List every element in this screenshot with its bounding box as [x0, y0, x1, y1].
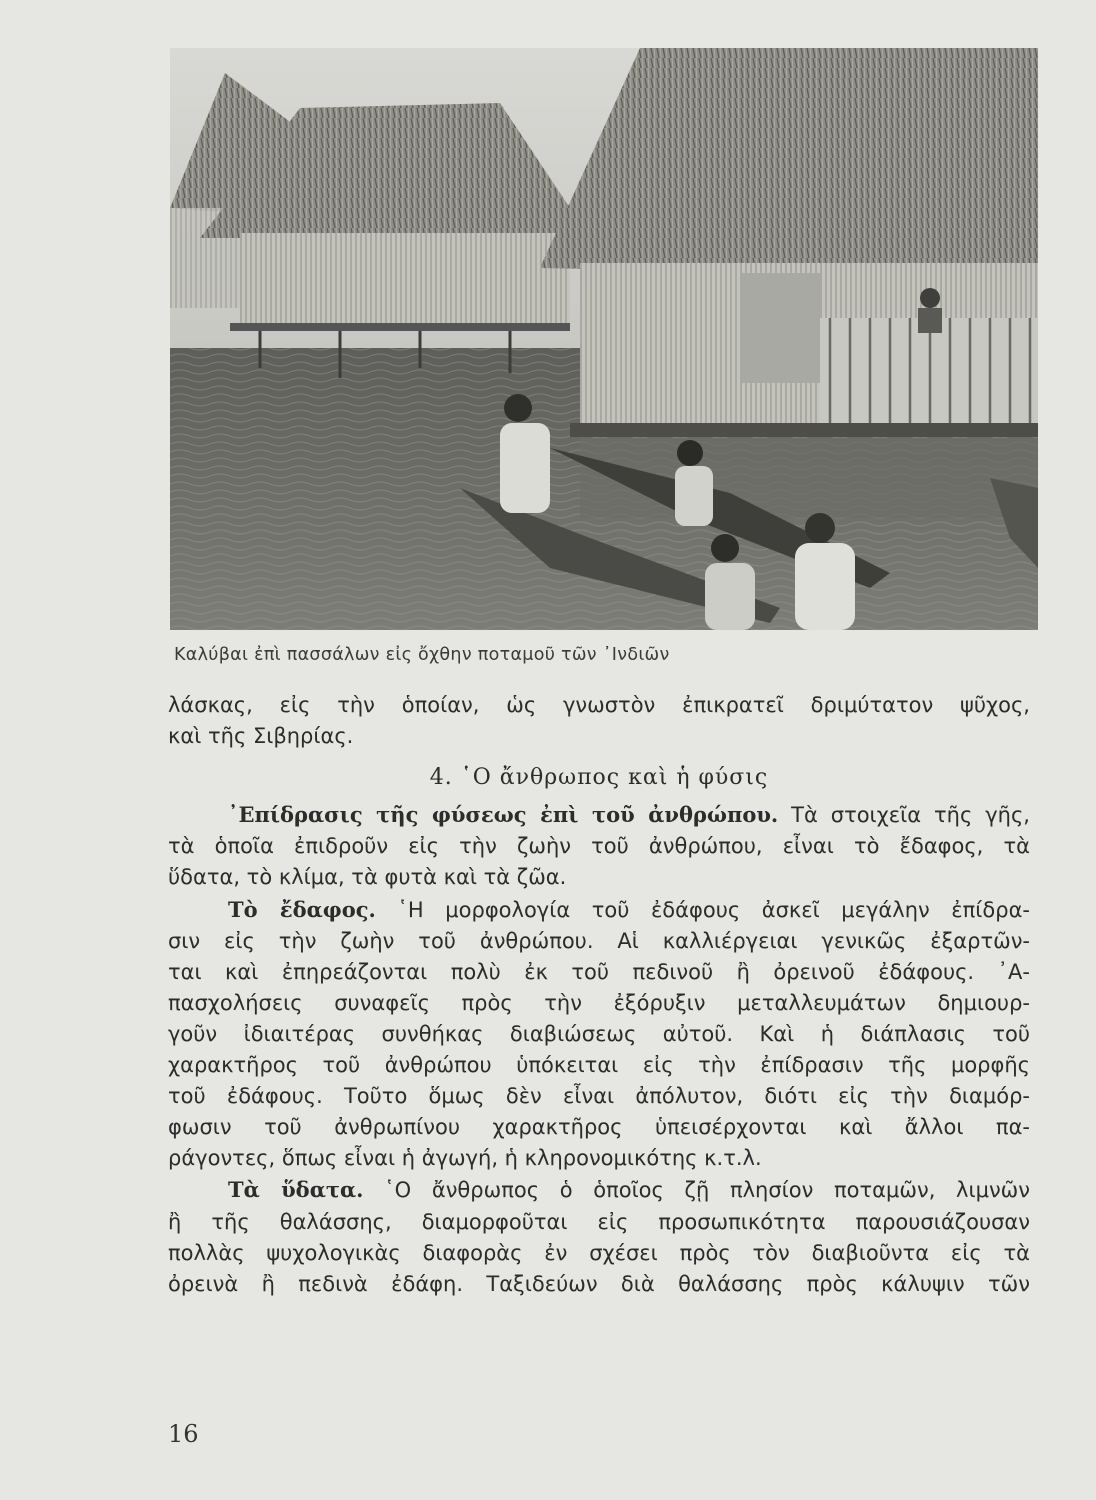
- bold-lead: ᾽Επίδρασις τῆς φύσεως ἐπὶ τοῦ ἀνθρώπου.: [228, 802, 779, 828]
- body-text: [168, 690, 1030, 1300]
- text-line: πολλὰς ψυχολογικὰς διαφορὰς ἐν σχέσει πρὸς τὸν διαβιοῦντα εἰς τὰ: [168, 1240, 1030, 1265]
- text-line: λάσκας, εἰς τὴν ὁποίαν, ὡς γνωστὸν ἐπικρατεῖ δριμύτατον ψῦχος,: [168, 693, 1030, 717]
- section-heading: 4. ῾Ο ἄνθρωπος καὶ ἡ φύσις: [429, 765, 769, 791]
- text-line: ὀρεινὰ ἢ πεδινὰ ἐδάφη. Ταξιδεύων διὰ θαλάσσης πρὸς κάλυψιν τῶν: [168, 1271, 1030, 1296]
- text-line: ἢ τῆς θαλάσσης, διαμορφοῦται εἰς προσωπικότητα παρουσιάζουσαν: [168, 1209, 1030, 1234]
- text-line: ράγοντες, ὅπως εἶναι ἡ ἀγωγή, ἡ κληρονομικότης κ.τ.λ.: [168, 1146, 762, 1171]
- photo-stilt-huts: [170, 48, 1038, 630]
- paragraph-soil: [168, 894, 1030, 1175]
- text-run: ῾Ο ἄνθρωπος ὁ ὁποῖος ζῇ πλησίον ποταμῶν, λιμνῶν: [363, 1178, 1030, 1203]
- paragraph-continuation: [168, 690, 1030, 752]
- text-line: ὕδατα, τὸ κλίμα, τὰ φυτὰ καὶ τὰ ζῶα.: [168, 865, 567, 890]
- text-line: τοῦ ἐδάφους. Τοῦτο ὅμως δὲν εἶναι ἀπόλυτον, διότι εἰς τὴν διαμόρ-: [168, 1084, 1030, 1109]
- text-line: φωσιν τοῦ ἀνθρωπίνου χαρακτῆρος ὑπεισέρχονται καὶ ἄλλοι πα-: [168, 1115, 1030, 1140]
- text-line: γοῦν ἰδιαιτέρας συνθήκας διαβιώσεως αὐτοῦ. Καὶ ἡ διάπλασις τοῦ: [168, 1021, 1030, 1046]
- page-number: 16: [168, 1420, 199, 1448]
- text-line: καὶ τῆς Σιβηρίας.: [168, 724, 354, 749]
- text-line: [168, 799, 1030, 831]
- text-line: σιν εἰς τὴν ζωὴν τοῦ ἀνθρώπου. Αἱ καλλιέργειαι γενικῶς ἐξαρτῶν-: [168, 928, 1030, 953]
- text-run: ῾Η μορφολογία τοῦ ἐδάφους ἀσκεῖ μεγάλην ἐπίδρα-: [375, 897, 1030, 922]
- paragraph-influence: [168, 799, 1030, 893]
- text-line: χαρακτῆρος τοῦ ἀνθρώπου ὑπόκειται εἰς τὴν ἐπίδρασιν τῆς μορφῆς: [168, 1053, 1030, 1078]
- bold-lead: Τὰ ὕδατα.: [228, 1177, 364, 1203]
- text-line: τὰ ὁποῖα ἐπιδροῦν εἰς τὴν ζωὴν τοῦ ἀνθρώπου, εἶναι τὸ ἔδαφος, τὰ: [168, 834, 1030, 859]
- paragraph-waters: [168, 1174, 1030, 1299]
- text-line: [168, 1174, 1030, 1206]
- text-line: ται καὶ ἐπηρεάζονται πολὺ ἐκ τοῦ πεδινοῦ ἢ ὀρεινοῦ ἐδάφους. ᾽Α-: [168, 959, 1030, 984]
- photo-illustration: [170, 48, 1038, 630]
- bold-lead: Τὸ ἔδαφος.: [228, 896, 376, 922]
- text-run: Τὰ στοιχεῖα τῆς γῆς,: [778, 803, 1030, 828]
- photo-caption: Καλύβαι ἐπὶ πασσάλων εἰς ὄχθην ποταμοῦ τῶν ᾽Ινδιῶν: [174, 645, 670, 665]
- text-line: πασχολήσεις συναφεῖς πρὸς τὴν ἐξόρυξιν μεταλλευμάτων δημιουρ-: [168, 990, 1030, 1015]
- text-line: [168, 894, 1030, 926]
